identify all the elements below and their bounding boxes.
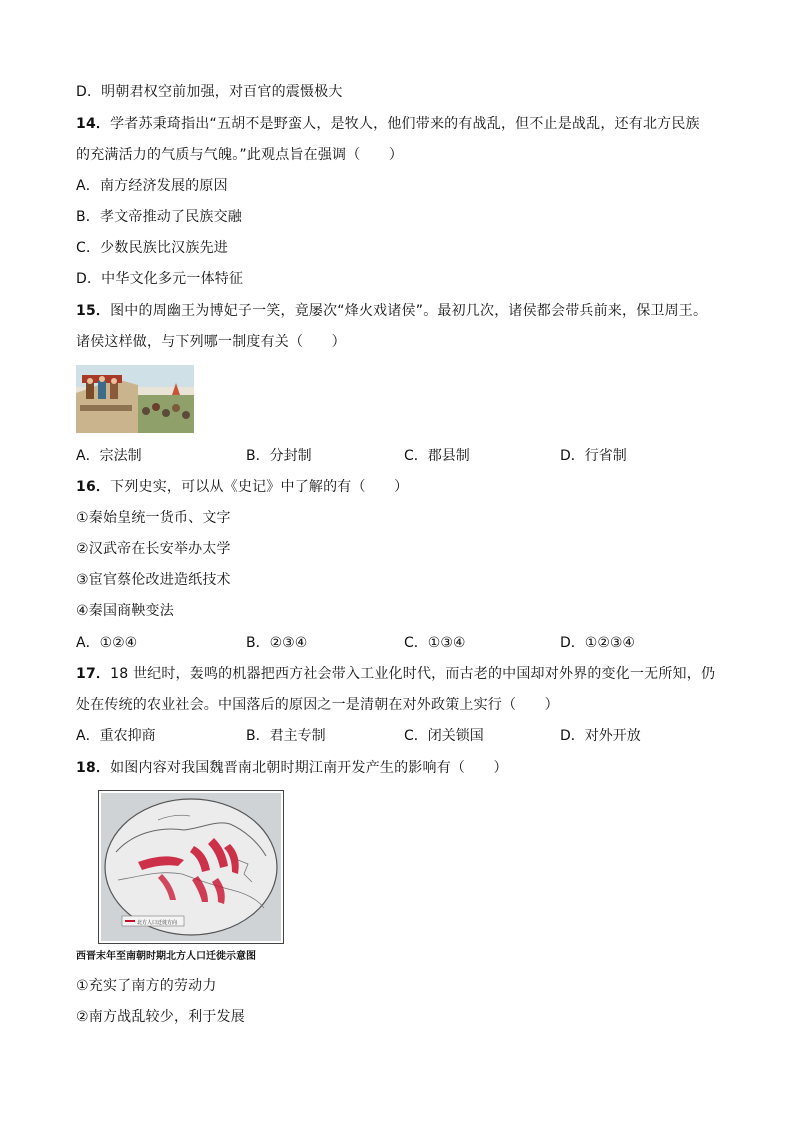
q17-stem-line2: 处在传统的农业社会。中国落后的原因之一是清朝在对外政策上实行（ ） xyxy=(76,697,559,713)
q16-item-1: ①秦始皇统一货币、文字 xyxy=(76,510,231,526)
q16-option-b: B．②③④ xyxy=(246,635,308,651)
q18-stem xyxy=(76,758,508,778)
q16-item-2: ②汉武帝在长安举办太学 xyxy=(76,541,231,557)
q15-stem-line2: 诸侯这样做，与下列哪一制度有关（ ） xyxy=(76,334,346,350)
q14-option-c: C．少数民族比汉族先进 xyxy=(76,240,228,256)
q15-stem-line1 xyxy=(76,301,707,321)
q14-stem-line2: 的充满活力的气质与气魄。”此观点旨在强调（ ） xyxy=(76,147,404,163)
q16-item-3: ③宦官蔡伦改进造纸技术 xyxy=(76,572,231,588)
q16-option-a: A．①②④ xyxy=(76,635,138,651)
q14-stem-line1 xyxy=(76,114,700,134)
map-caption: 西晋末年至南朝时期北方人口迁徙示意图 xyxy=(76,951,256,962)
q14-option-d: D．中华文化多元一体特征 xyxy=(76,271,244,287)
q17-number: 17． xyxy=(76,666,111,682)
q17-stem-text: 18 世纪时，轰鸣的机器把西方社会带入工业化时代，而古老的中国却对外界的变化一无所知，仍 xyxy=(110,666,716,682)
q15-option-b: B．分封制 xyxy=(246,448,312,464)
q14-option-b: B．孝文帝推动了民族交融 xyxy=(76,209,243,225)
q17-option-d: D．对外开放 xyxy=(560,728,641,744)
q14-stem-text: 学者苏秉琦指出“五胡不是野蛮人，是牧人，他们带来的有战乱，但不止是战乱，还有北方民族 xyxy=(110,116,700,132)
q16-option-c: C．①③④ xyxy=(404,635,466,651)
q17-option-b: B．君主专制 xyxy=(246,728,326,744)
q17-stem-line1 xyxy=(76,664,715,684)
q15-option-a: A．宗法制 xyxy=(76,448,142,464)
q17-option-a: A．重农抑商 xyxy=(76,728,156,744)
q15-number: 15． xyxy=(76,303,111,319)
q18-stem-text: 如图内容对我国魏晋南北朝时期江南开发产生的影响有（ ） xyxy=(110,760,508,776)
q16-item-4: ④秦国商鞅变法 xyxy=(76,603,174,619)
q14-option-a: A．南方经济发展的原因 xyxy=(76,178,228,194)
q15-option-d: D．行省制 xyxy=(560,448,627,464)
q18-item-2: ②南方战乱较少，利于发展 xyxy=(76,1009,245,1025)
q16-option-d: D．①②③④ xyxy=(560,635,635,651)
q18-item-1: ①充实了南方的劳动力 xyxy=(76,978,217,994)
q13-option-d: D．明朝君权空前加强，对百官的震慑极大 xyxy=(76,84,343,100)
migration-map xyxy=(98,790,284,944)
q14-number: 14． xyxy=(76,116,111,132)
q15-stem-text: 图中的周幽王为博妃子一笑，竟屡次“烽火戏诸侯”。最初几次，诸侯都会带兵前来，保卫周王。 xyxy=(110,303,708,319)
map-legend-label: 北方人口迁徙方向 xyxy=(137,920,178,926)
beacon-fire-illustration xyxy=(76,365,194,433)
q15-option-c: C．郡县制 xyxy=(404,448,470,464)
q16-number: 16． xyxy=(76,479,111,495)
q18-number: 18． xyxy=(76,760,111,776)
q16-stem xyxy=(76,477,408,497)
q17-option-c: C．闭关锁国 xyxy=(404,728,484,744)
q16-stem-text: 下列史实，可以从《史记》中了解的有（ ） xyxy=(110,479,409,495)
